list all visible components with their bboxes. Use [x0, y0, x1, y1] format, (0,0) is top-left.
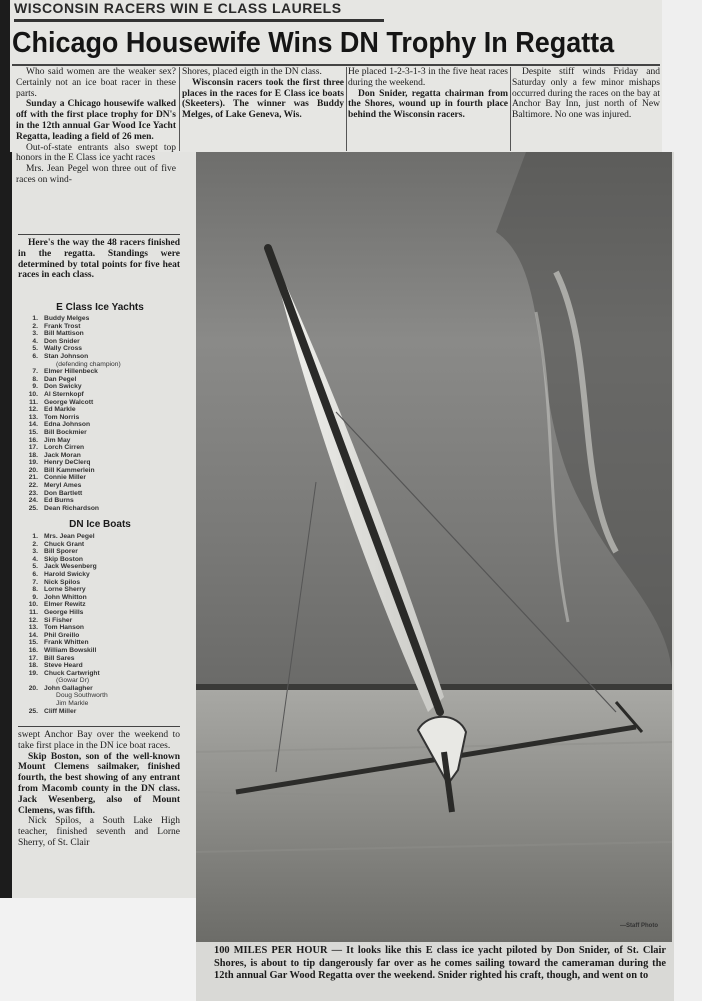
- standings-entry: [20, 399, 180, 407]
- standings-entry: [20, 459, 180, 467]
- article-column-3: [348, 67, 508, 121]
- standings-name: Harold Swicky: [44, 570, 90, 578]
- standings-name: Doug Southworth: [56, 692, 108, 700]
- article-column-2: [182, 67, 344, 121]
- standings-rank: 19.: [28, 669, 38, 677]
- standings-rank: 16.: [28, 436, 38, 444]
- standings-entry: [20, 482, 180, 490]
- standings-entry: [20, 647, 180, 655]
- standings-entry: [20, 376, 180, 384]
- standings-entry: [20, 639, 180, 647]
- paragraph: Mrs. Jean Pegel won three out of five races on wind-: [16, 164, 176, 185]
- paragraph: Who said women are the weaker sex? Certainly not an ice boat racer in these parts.: [16, 67, 176, 99]
- standings-entry: [20, 692, 180, 700]
- standings-entry: [20, 662, 180, 670]
- standings-entry: [20, 474, 180, 482]
- standings-rank: 15.: [28, 428, 38, 436]
- standings-name: Connie Miller: [44, 474, 86, 482]
- article-column-1: [16, 67, 176, 186]
- section-rule: [18, 726, 180, 727]
- paragraph: He placed 1-2-3-1-3 in the five heat races during the weekend.: [348, 67, 508, 88]
- standings-name: Bill Sares: [44, 654, 75, 662]
- standings-entry: [20, 632, 180, 640]
- standings-entry: [20, 437, 180, 445]
- standings-entry: [20, 601, 180, 609]
- column-divider: [346, 67, 347, 151]
- standings-entry: [20, 406, 180, 414]
- standings-name: Cliff Miller: [44, 707, 77, 715]
- standings-name: John Whitton: [44, 593, 87, 601]
- standings-rank: 1.: [32, 533, 38, 540]
- standings-entry: [20, 338, 180, 346]
- standings-entry: [20, 655, 180, 663]
- standings-rank: 9.: [32, 383, 38, 391]
- standings-rank: 3.: [32, 548, 38, 556]
- standings-name: Bill Mattison: [44, 330, 84, 338]
- standings-name: Nick Spilos: [44, 578, 81, 586]
- page-edge-bottom-left: [0, 898, 196, 1001]
- standings-entry: [20, 586, 180, 594]
- standings-entry: [20, 323, 180, 331]
- standings-entry: [20, 467, 180, 475]
- paragraph: Skip Boston, son of the well-known Mount Clemens sailmaker, finished fourth, the best showing of any entrant from Macomb county in the DN class. Jack Wesenberg, also of Mount Clemens, was fifth.: [18, 751, 180, 816]
- standings-entry: [20, 548, 180, 556]
- section-rule: [18, 234, 180, 235]
- standings-rank: 4.: [32, 337, 38, 345]
- standings-name: Lorch Cirren: [44, 444, 85, 452]
- standings-rank: 3.: [32, 330, 38, 338]
- standings-name: Ed Burns: [44, 497, 74, 505]
- standings-name: Elmer Hillenbeck: [44, 368, 98, 376]
- standings-name: Frank Whitten: [44, 639, 89, 647]
- photo-caption: [214, 945, 666, 983]
- headline-rule: [12, 64, 660, 66]
- paragraph: Despite stiff winds Friday and Saturday only a few minor mishaps occurred during the races on the bay at Anchor Bay Inn, just north of New Baltimore. No one was injured.: [512, 67, 660, 121]
- standings-name: Jack Moran: [44, 451, 81, 459]
- standings-name: Bill Sporer: [44, 548, 78, 556]
- standings-rank: 12.: [28, 616, 38, 624]
- standings-rank: 17.: [28, 654, 38, 662]
- standings-entry: [20, 541, 180, 549]
- standings-rank: 20.: [28, 466, 38, 474]
- standings-rank: 5.: [32, 345, 38, 353]
- standings-name: Elmer Rewitz: [44, 601, 86, 609]
- standings-rank: 14.: [28, 421, 38, 429]
- ice-yacht-photo: [196, 152, 672, 942]
- standings-rank: 18.: [28, 451, 38, 459]
- standings-intro: [18, 238, 180, 281]
- paragraph: Wisconsin racers took the first three places in the races for E Class ice boats (Skeeters). The winner was Buddy Melges, of Lake Geneva, Wis.: [182, 77, 344, 121]
- standings-entry: [20, 594, 180, 602]
- ice-yacht-illustration: [196, 152, 672, 942]
- standings-entry: [20, 315, 180, 323]
- standings-entry: [20, 414, 180, 422]
- standings-rank: 9.: [32, 593, 38, 601]
- standings-name: John Gallagher: [44, 684, 93, 692]
- standings-name: Si Fisher: [44, 616, 73, 624]
- dn-class-standings: [20, 533, 180, 715]
- kicker-headline: WISCONSIN RACERS WIN E CLASS LAURELS: [14, 0, 384, 22]
- standings-entry: [20, 429, 180, 437]
- standings-name: Dan Pegel: [44, 375, 77, 383]
- standings-name: (Gowar Dr): [56, 677, 90, 685]
- standings-name: Phil Greillo: [44, 631, 80, 639]
- standings-entry: [20, 556, 180, 564]
- paragraph: Out-of-state entrants also swept top honors in the E Class ice yacht races: [16, 142, 176, 164]
- standings-rank: 23.: [28, 489, 38, 497]
- standings-rank: 16.: [28, 646, 38, 654]
- paragraph: swept Anchor Bay over the weekend to take first place in the DN ice boat races.: [18, 730, 180, 751]
- standings-rank: 25.: [28, 707, 38, 715]
- standings-name: Stan Johnson: [44, 352, 89, 360]
- standings-name: Tom Norris: [44, 413, 80, 421]
- standings-entry: [20, 345, 180, 353]
- standings-rank: 5.: [32, 563, 38, 571]
- standings-name: William Bowskill: [44, 646, 97, 654]
- column-divider: [510, 67, 511, 151]
- standings-rank: 13.: [28, 413, 38, 421]
- main-headline: Chicago Housewife Wins DN Trophy In Regatta: [12, 27, 615, 59]
- standings-name: Chuck Cartwright: [44, 669, 100, 677]
- standings-entry: [20, 330, 180, 338]
- standings-rank: 1.: [32, 315, 38, 322]
- standings-name: Don Swicky: [44, 383, 82, 391]
- standings-name: Bill Bockmier: [44, 428, 87, 436]
- photo-credit: —Staff Photo: [620, 923, 658, 929]
- standings-entry: [20, 670, 180, 678]
- standings-rank: 25.: [28, 504, 38, 512]
- standings-name: Don Bartlett: [44, 489, 83, 497]
- standings-entry: [20, 624, 180, 632]
- standings-name: (defending champion): [56, 360, 121, 368]
- e-class-title: E Class Ice Yachts: [56, 302, 144, 313]
- standings-rank: 8.: [32, 586, 38, 594]
- standings-entry: [20, 421, 180, 429]
- standings-name: Jim May: [44, 436, 71, 444]
- standings-name: Edna Johnson: [44, 421, 91, 429]
- standings-entry: [20, 444, 180, 452]
- standings-rank: 12.: [28, 406, 38, 414]
- standings-rank: 13.: [28, 624, 38, 632]
- standings-rank: 15.: [28, 639, 38, 647]
- standings-rank: 19.: [28, 459, 38, 467]
- standings-rank: 18.: [28, 662, 38, 670]
- standings-rank: 22.: [28, 482, 38, 490]
- standings-rank: 2.: [32, 540, 38, 548]
- standings-name: George Walcott: [44, 398, 94, 406]
- standings-name: Henry DeClerq: [44, 459, 91, 467]
- standings-entry: [20, 700, 180, 708]
- standings-name: Jim Markle: [56, 700, 89, 708]
- standings-name: Don Snider: [44, 337, 80, 345]
- caption-body: It looks like this E class ice yacht piloted by Don Snider, of St. Clair Shores, is about to tip dangerously far over as he comes sailing toward the cameraman during the 12th annual Gar Wood Regatta over the weekend. Snider righted his craft, though, and went on to: [214, 945, 667, 981]
- standings-name: Lorne Sherry: [44, 586, 86, 594]
- standings-entry: [20, 452, 180, 460]
- standings-entry: [20, 353, 180, 361]
- standings-rank: 7.: [32, 368, 38, 376]
- standings-entry: [20, 383, 180, 391]
- standings-name: Al Sternkopf: [44, 390, 84, 398]
- article-column-4: [512, 67, 660, 121]
- paragraph: Don Snider, regatta chairman from the Shores, wound up in fourth place behind the Wisconsin racers.: [348, 88, 508, 121]
- standings-rank: 24.: [28, 497, 38, 505]
- standings-rank: 2.: [32, 322, 38, 330]
- standings-name: Buddy Melges: [44, 315, 90, 322]
- standings-rank: 7.: [32, 578, 38, 586]
- standings-entry: [20, 391, 180, 399]
- e-class-standings: [20, 315, 180, 512]
- standings-name: Skip Boston: [44, 555, 84, 563]
- standings-entry: [20, 677, 180, 685]
- standings-rank: 10.: [28, 390, 38, 398]
- standings-name: Steve Heard: [44, 662, 83, 670]
- standings-name: Chuck Grant: [44, 540, 85, 548]
- standings-name: Frank Trost: [44, 322, 81, 330]
- standings-rank: 21.: [28, 474, 38, 482]
- standings-entry: [20, 368, 180, 376]
- standings-entry: [20, 563, 180, 571]
- standings-rank: 6.: [32, 570, 38, 578]
- dn-class-title: DN Ice Boats: [69, 519, 131, 530]
- standings-entry: [20, 361, 180, 369]
- standings-name: Meryl Ames: [44, 482, 82, 490]
- standings-entry: [20, 497, 180, 505]
- standings-rank: 4.: [32, 555, 38, 563]
- standings-name: Wally Cross: [44, 345, 83, 353]
- standings-entry: [20, 685, 180, 693]
- paragraph: Shores, placed eigth in the DN class.: [182, 67, 322, 77]
- standings-rank: 6.: [32, 352, 38, 360]
- standings-rank: 10.: [28, 601, 38, 609]
- column-divider: [179, 67, 180, 151]
- paragraph: Nick Spilos, a South Lake High teacher, finished seventh and Lorne Sherry, of St. Clair: [18, 816, 180, 848]
- standings-rank: 11.: [29, 398, 38, 406]
- standings-entry: [20, 571, 180, 579]
- standings-entry: [20, 708, 180, 716]
- article-continuation: [18, 730, 180, 849]
- standings-entry: [20, 490, 180, 498]
- standings-name: Bill Kammerlein: [44, 466, 95, 474]
- standings-name: Jack Wesenberg: [44, 563, 97, 571]
- caption-lead: 100 MILES PER HOUR —: [214, 945, 343, 956]
- standings-rank: 20.: [28, 684, 38, 692]
- paragraph: Here's the way the 48 racers finished in the regatta. Standings were determined by total points for five heat races in each class.: [18, 238, 180, 281]
- paragraph: Sunday a Chicago housewife walked off with the first place trophy for DN's in the 12th annual Gar Wood Ice Yacht Regatta, leading a field of 26 men.: [16, 99, 176, 142]
- standings-name: George Hills: [44, 608, 84, 616]
- standings-entry: [20, 617, 180, 625]
- standings-entry: [20, 505, 180, 513]
- standings-name: Tom Hanson: [44, 624, 84, 632]
- standings-name: Dean Richardson: [44, 504, 99, 512]
- standings-entry: [20, 609, 180, 617]
- standings-rank: 11.: [29, 608, 38, 616]
- standings-rank: 14.: [28, 631, 38, 639]
- standings-rank: 17.: [28, 444, 38, 452]
- standings-rank: 8.: [32, 375, 38, 383]
- standings-entry: [20, 579, 180, 587]
- standings-name: Ed Markle: [44, 406, 76, 414]
- standings-entry: [20, 533, 180, 541]
- standings-name: Mrs. Jean Pegel: [44, 533, 95, 540]
